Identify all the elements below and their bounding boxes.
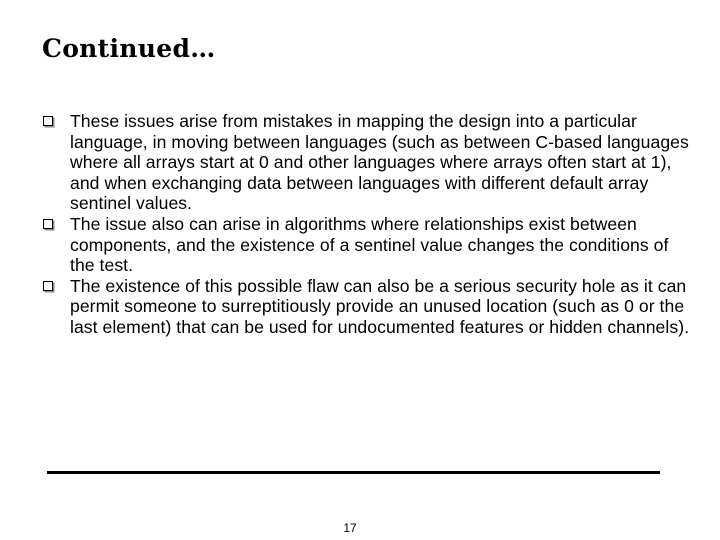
list-item: [42, 111, 692, 214]
bullet-list: [42, 111, 692, 338]
square-bullet-icon: [42, 276, 70, 297]
footer-divider: [47, 471, 660, 474]
list-item: [42, 276, 692, 338]
bullet-text: The existence of this possible flaw can also be a serious security hole as it can permit someone to surreptitiously provide an unused location (such as 0 or the last element) that can be used for undocumented features or hidden channels).: [70, 275, 690, 337]
page-number: 17: [343, 521, 357, 535]
square-bullet-icon: [42, 214, 70, 235]
slide-title: Continued…: [42, 34, 216, 63]
square-bullet-icon: [42, 111, 70, 132]
bullet-text: These issues arise from mistakes in mapping the design into a particular language, in moving between languages (such as between C-based languages where all arrays start at 0 and other languages where arrays often start at 1), and when exchanging data between languages with different default array sentinel values.: [70, 111, 689, 214]
bullet-text: The issue also can arise in algorithms where relationships exist between components, and the existence of a sentinel value changes the conditions of the test.: [70, 213, 669, 276]
list-item: [42, 214, 692, 276]
